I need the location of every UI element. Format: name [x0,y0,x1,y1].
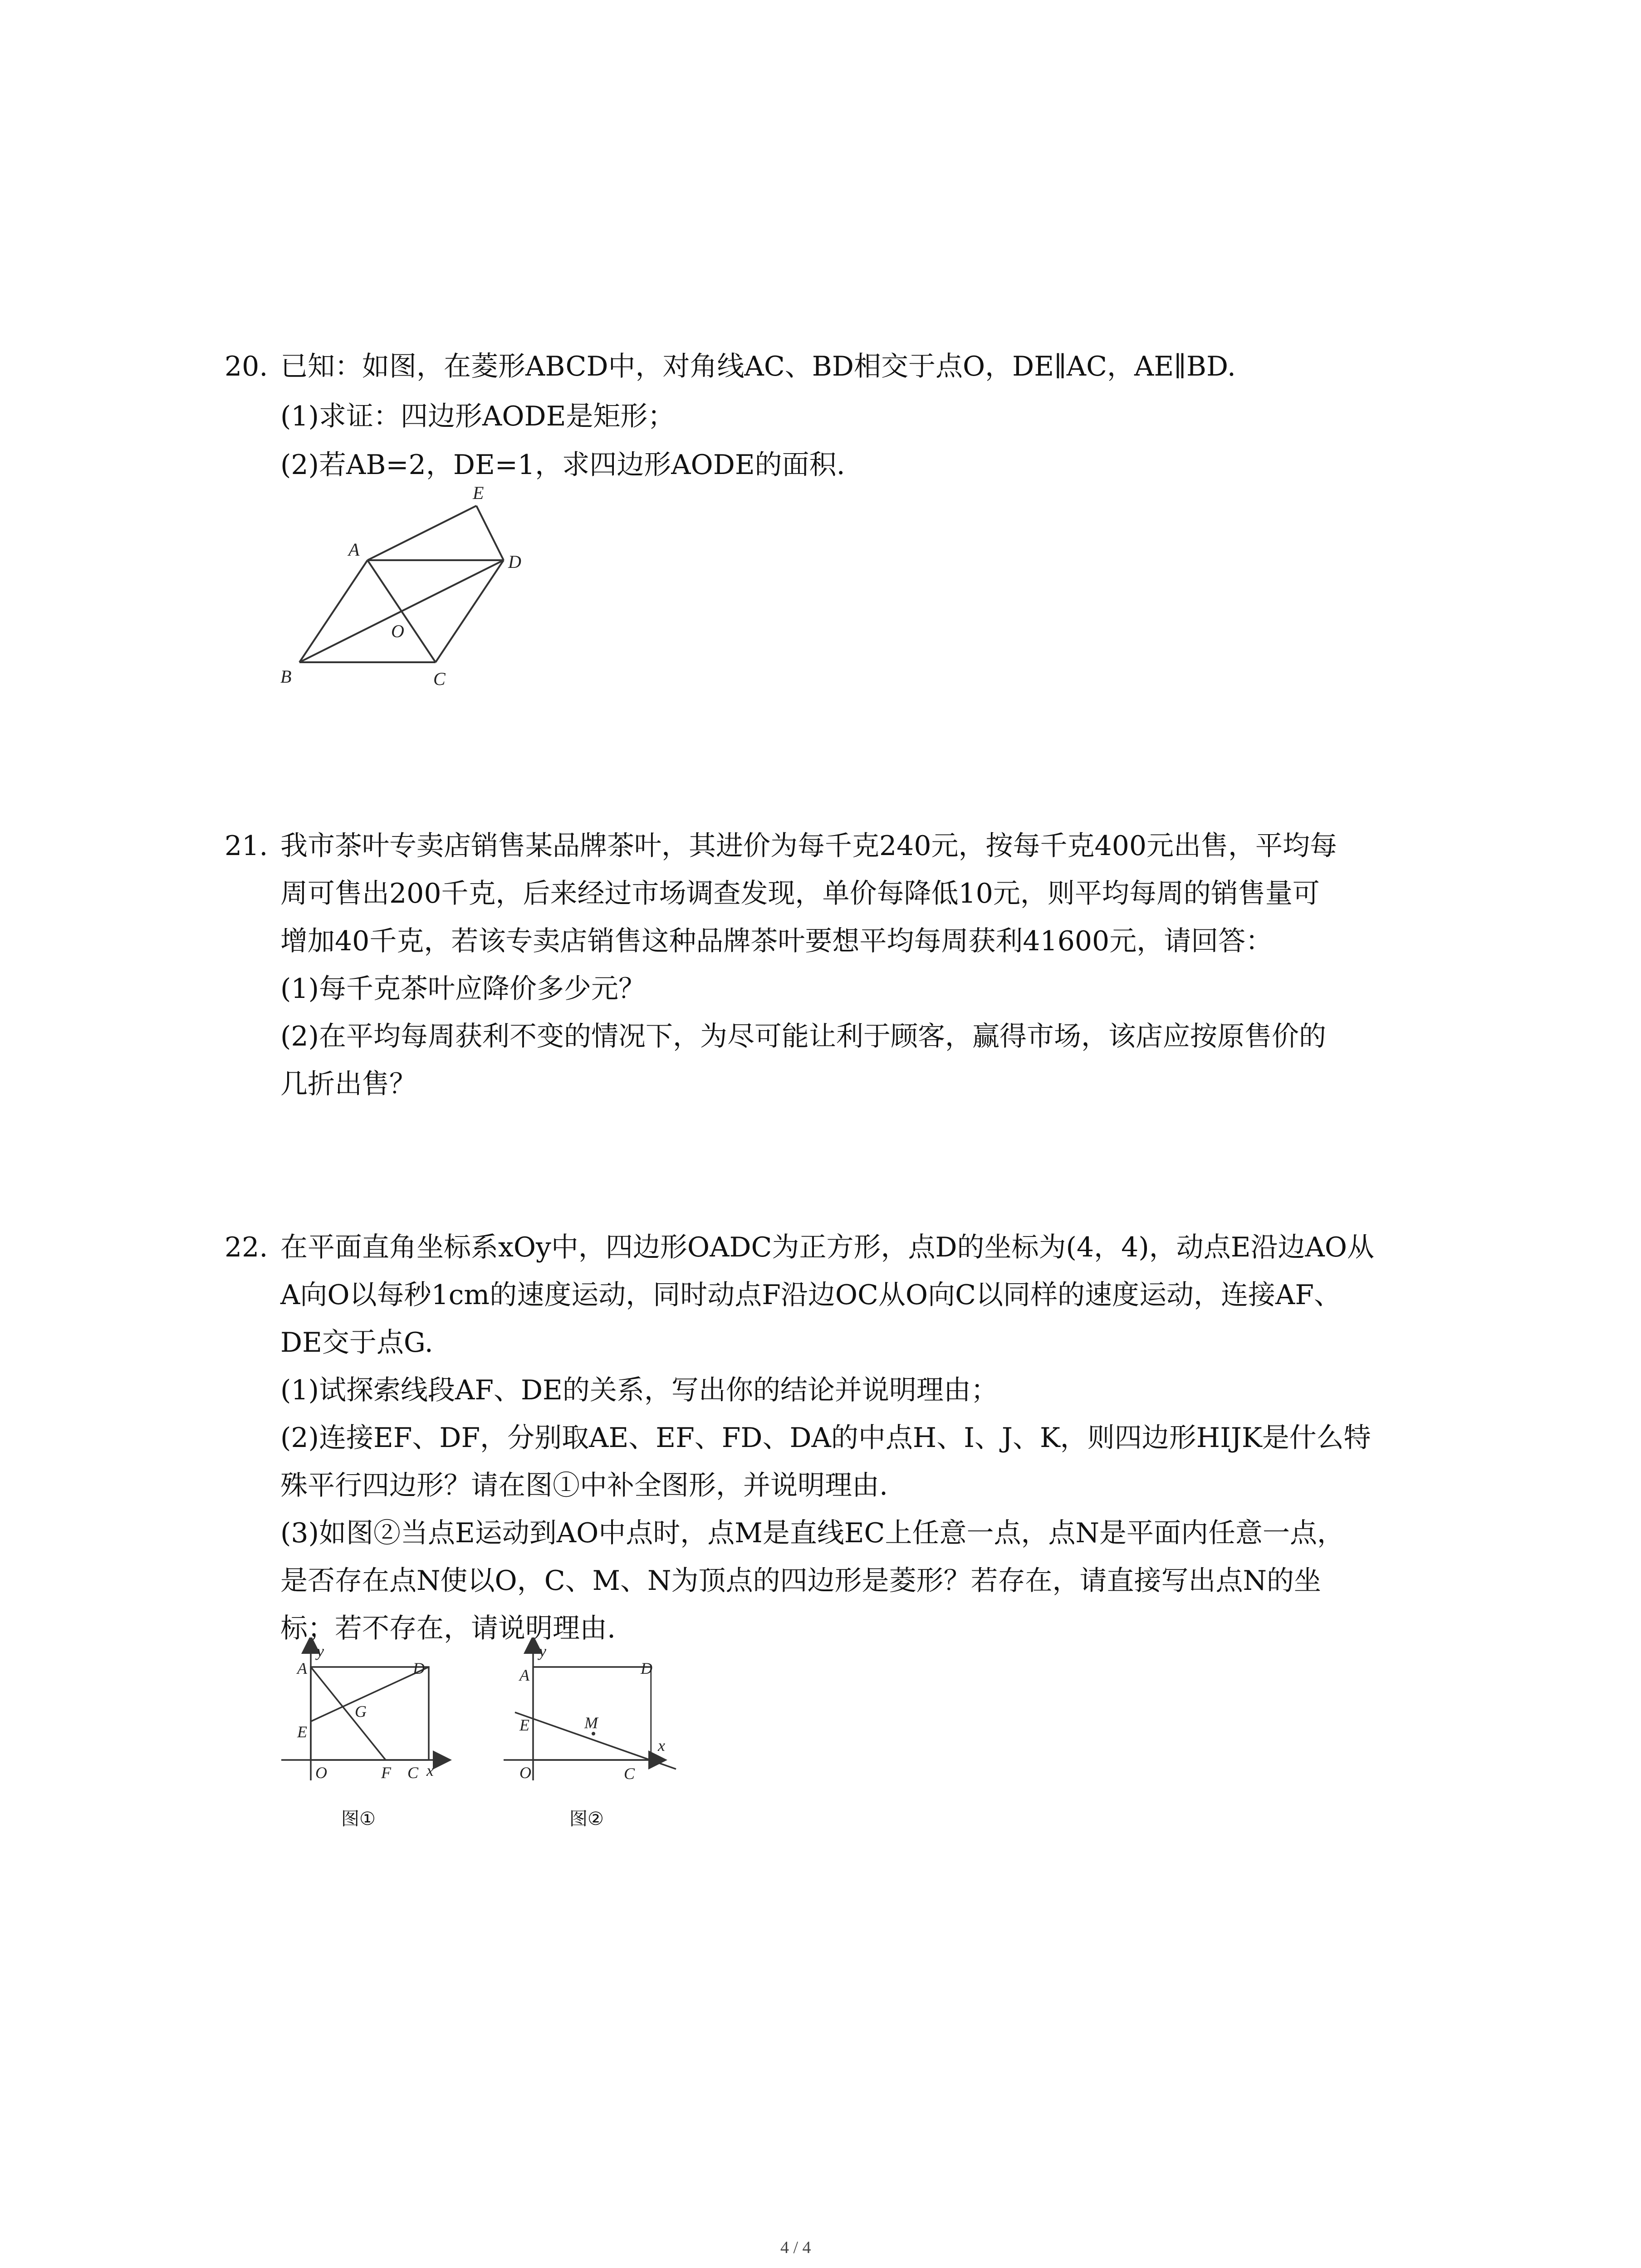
label-E: E [519,1716,529,1734]
label-x: x [658,1736,665,1755]
label-D: D [508,552,521,572]
question-number: 21. [225,830,268,862]
segment-AF [311,1667,386,1760]
sub-question-1: (1)试探索线段AF、DE的关系，写出你的结论并说明理由； [280,1374,998,1406]
label-E: E [297,1723,307,1741]
label-y: y [539,1642,546,1660]
label-y: y [317,1642,324,1660]
sub-question-1: (1)每千克茶叶应降价多少元？ [280,973,646,1005]
label-F: F [381,1764,391,1782]
sub-question-2-cont: 殊平行四边形？请在图①中补全图形，并说明理由. [280,1470,888,1501]
label-G: G [355,1702,367,1721]
question-text-line-1: 在平面直角坐标系xOy中，四边形OADC为正方形，点D的坐标为(4，4)，动点E沿边AO从 [280,1232,1375,1263]
label-D: D [413,1659,425,1677]
figure-1 [272,1637,463,1783]
point-M [592,1732,595,1735]
edge-AB [299,560,367,662]
label-O: O [519,1764,531,1782]
rhombus-figure [272,481,554,699]
question-text: 已知：如图，在菱形ABCD中，对角线AC、BD相交于点O，DE∥AC，AE∥BD. [280,351,1236,382]
question-text-line-3: DE交于点G. [280,1327,433,1359]
label-D: D [641,1659,652,1677]
segment-AE [367,506,476,560]
label-E: E [473,483,484,503]
segment-ED [476,506,504,560]
label-x: x [426,1761,434,1779]
question-text-line-1: 我市茶叶专卖店销售某品牌茶叶，其进价为每千克240元，按每千克400元出售，平均每 [280,830,1337,862]
sub-question-2: (2)若AB=2，DE=1，求四边形AODE的面积. [280,449,845,481]
sub-question-1: (1)求证：四边形AODE是矩形； [280,401,675,432]
label-M: M [584,1714,598,1732]
figure-2-caption: 图② [569,1809,604,1829]
question-text-line-3: 增加40千克，若该专卖店销售这种品牌茶叶要想平均每周获利41600元，请回答： [280,925,1273,957]
label-O: O [315,1764,327,1782]
sub-question-3-cont-2: 标；若不存在，请说明理由. [280,1613,616,1644]
label-C: C [407,1764,419,1782]
label-A: A [348,539,360,560]
label-A: A [297,1659,307,1677]
sub-question-3-cont: 是否存在点N使以O，C、M、N为顶点的四边形是菱形？若存在，请直接写出点N的坐 [280,1565,1322,1597]
page-number: 4 / 4 [780,2238,811,2257]
sub-question-3: (3)如图②当点E运动到AO中点时，点M是直线EC上任意一点，点N是平面内任意一点， [280,1517,1344,1549]
label-C: C [433,669,446,689]
question-text-line-2: 周可售出200千克，后来经过市场调查发现，单价每降低10元，则平均每周的销售量可 [280,878,1320,909]
question-text-line-2: A向O以每秒1cm的速度运动，同时动点F沿边OC从O向C以同样的速度运动，连接AF、 [280,1279,1341,1311]
diagonal-BD [299,560,504,662]
sub-question-2: (2)在平均每周获利不变的情况下，为尽可能让利于顾客，赢得市场，该店应按原售价的 [280,1021,1326,1052]
question-number: 20. [225,351,268,382]
sub-question-2: (2)连接EF、DF，分别取AE、EF、FD、DA的中点H、I、J、K，则四边形HIJK是什么特 [280,1422,1371,1454]
segment-ED [311,1667,429,1721]
question-number: 22. [225,1232,268,1263]
sub-question-2-cont: 几折出售？ [280,1068,416,1100]
label-C: C [624,1765,635,1783]
label-A: A [519,1666,529,1684]
edge-DC [436,560,504,662]
figure-1-caption: 图① [341,1809,376,1829]
label-O: O [391,621,404,641]
label-B: B [280,666,292,687]
figure-2 [495,1637,685,1783]
